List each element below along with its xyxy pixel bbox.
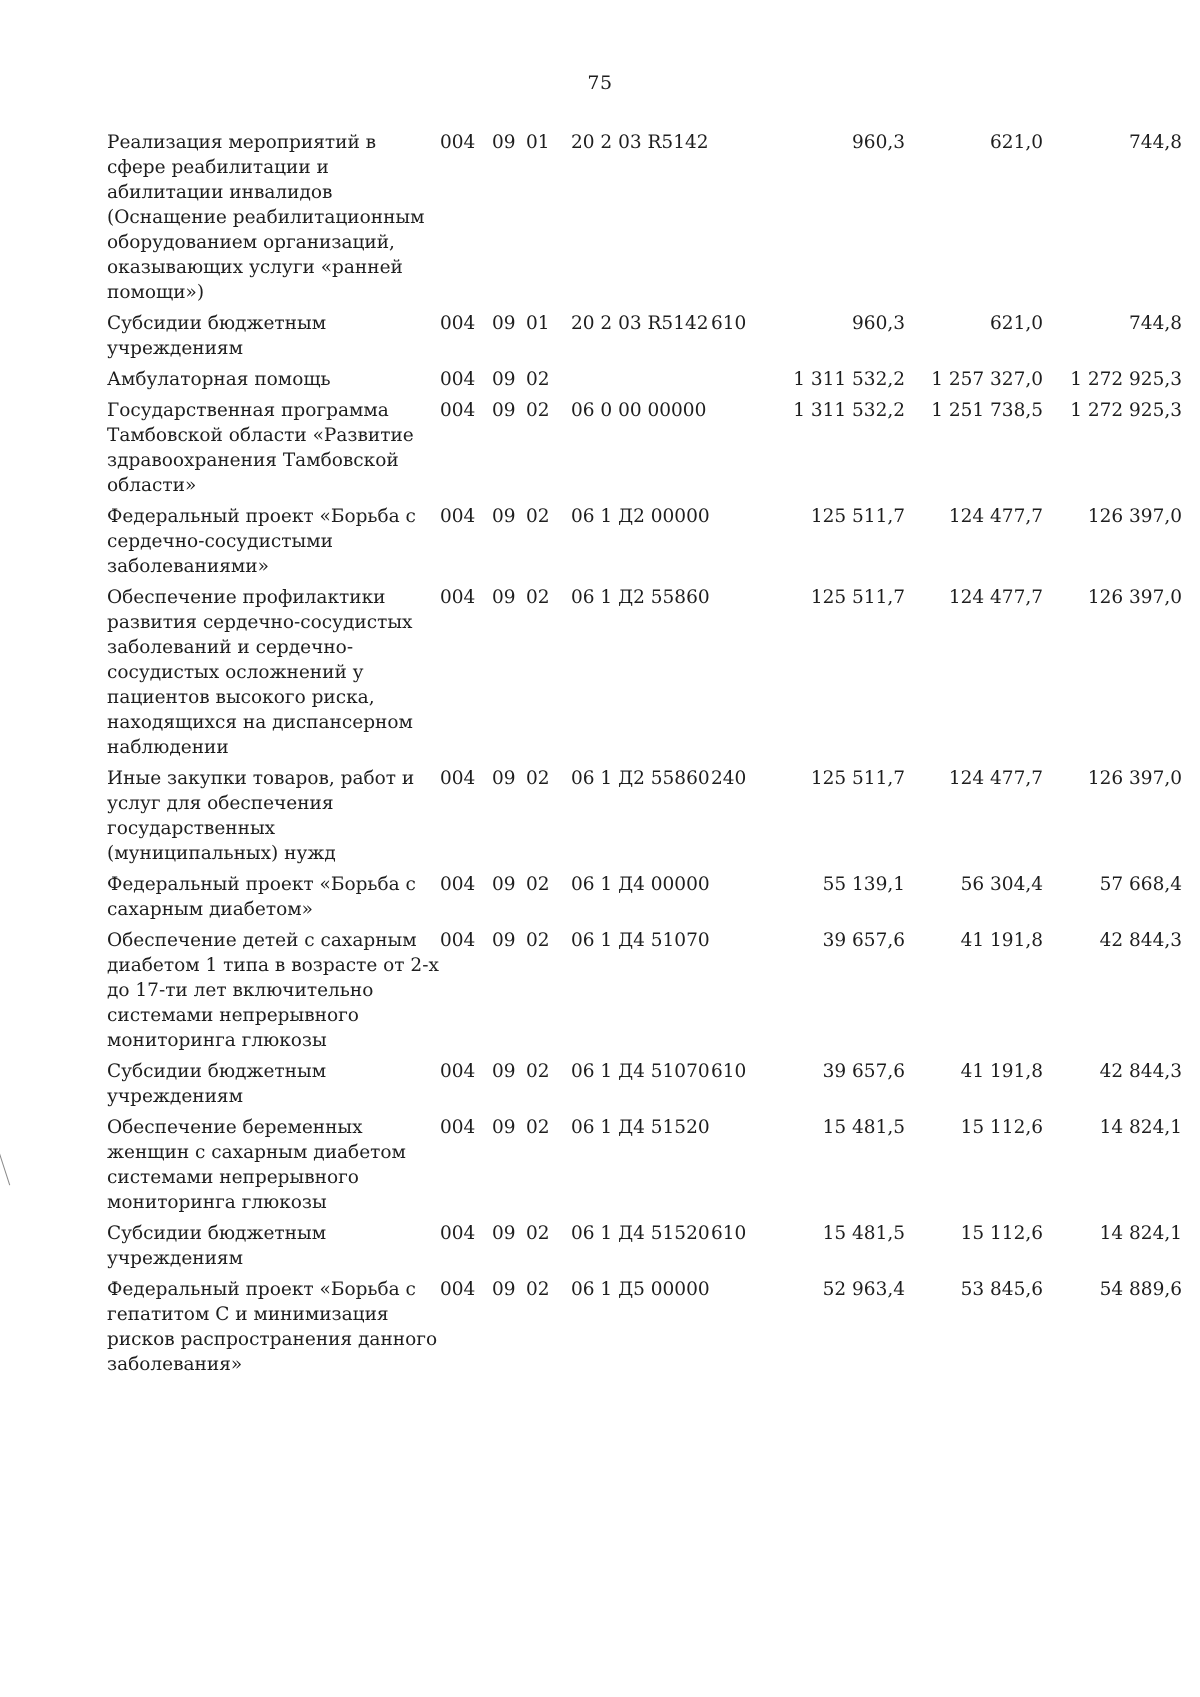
row-amount-year-2: 15 112,6 (960, 1117, 1043, 1138)
row-amount-year-2: 621,0 (990, 132, 1043, 153)
row-ved-code: 004 (440, 369, 476, 390)
row-name: Иные закупки товаров, работ и услуг для обеспечения государственных (муниципальных) нужд (107, 768, 415, 864)
row-amount-year-3: 126 397,0 (1087, 506, 1182, 527)
row-expense-type-code (711, 872, 763, 928)
row-subsection-code: 02 (526, 768, 550, 789)
row-amount-year-3: 14 824,1 (1099, 1117, 1182, 1138)
row-section-code: 09 (492, 369, 516, 390)
row-amount-year-1: 1 311 532,2 (793, 400, 905, 421)
scan-artifact-mark (0, 1153, 10, 1186)
row-amount-year-1: 52 963,4 (822, 1279, 905, 1300)
row-target-article-code: 06 1 Д4 51070 (571, 930, 710, 951)
table-row (107, 367, 1182, 398)
row-target-article-code: 06 1 Д4 51520 (571, 1223, 710, 1244)
row-expense-type-code (711, 585, 763, 766)
row-name: Субсидии бюджетным учреждениям (107, 1223, 327, 1269)
row-amount-year-3: 1 272 925,3 (1070, 400, 1182, 421)
budget-table (107, 130, 1182, 1383)
row-section-code: 09 (492, 930, 516, 951)
row-name: Обеспечение профилактики развития сердечно-сосудистых заболеваний и сердечно-сосудистых осложнений у пациентов высокого риска, находящихся на диспансерном наблюдении (107, 587, 413, 758)
row-amount-year-1: 125 511,7 (810, 768, 905, 789)
row-name: Субсидии бюджетным учреждениям (107, 313, 327, 359)
row-target-article-code: 06 1 Д2 55860 (571, 587, 710, 608)
row-subsection-code: 02 (526, 930, 550, 951)
row-target-article-code: 06 1 Д2 55860 (571, 768, 710, 789)
row-target-article-code: 06 1 Д4 51070 (571, 1061, 710, 1082)
row-amount-year-2: 621,0 (990, 313, 1043, 334)
row-ved-code: 004 (440, 132, 476, 153)
row-amount-year-2: 56 304,4 (960, 874, 1043, 895)
row-section-code: 09 (492, 400, 516, 421)
row-amount-year-1: 15 481,5 (822, 1117, 905, 1138)
row-subsection-code: 02 (526, 369, 550, 390)
row-ved-code: 004 (440, 1279, 476, 1300)
row-expense-type-code: 610 (711, 1223, 747, 1244)
row-section-code: 09 (492, 874, 516, 895)
row-expense-type-code: 610 (711, 1061, 747, 1082)
row-section-code: 09 (492, 587, 516, 608)
row-ved-code: 004 (440, 1061, 476, 1082)
row-target-article-code: 06 1 Д5 00000 (571, 1279, 710, 1300)
row-subsection-code: 02 (526, 587, 550, 608)
row-amount-year-1: 39 657,6 (822, 930, 905, 951)
table-row (107, 504, 1182, 585)
row-section-code: 09 (492, 768, 516, 789)
row-amount-year-3: 42 844,3 (1099, 930, 1182, 951)
row-expense-type-code (711, 130, 763, 311)
row-amount-year-2: 41 191,8 (960, 1061, 1043, 1082)
row-name: Федеральный проект «Борьба с гепатитом С и минимизация рисков распространения данного заболевания» (107, 1279, 438, 1375)
row-ved-code: 004 (440, 313, 476, 334)
row-expense-type-code (711, 928, 763, 1059)
row-amount-year-1: 39 657,6 (822, 1061, 905, 1082)
row-ved-code: 004 (440, 1117, 476, 1138)
row-expense-type-code: 610 (711, 313, 747, 334)
table-row (107, 311, 1182, 367)
row-ved-code: 004 (440, 768, 476, 789)
table-row (107, 130, 1182, 311)
table-row (107, 398, 1182, 504)
row-amount-year-1: 15 481,5 (822, 1223, 905, 1244)
row-target-article-code: 06 1 Д2 00000 (571, 506, 710, 527)
row-subsection-code: 02 (526, 874, 550, 895)
row-amount-year-1: 125 511,7 (810, 587, 905, 608)
row-ved-code: 004 (440, 400, 476, 421)
row-name: Федеральный проект «Борьба с сахарным диабетом» (107, 874, 416, 920)
row-expense-type-code (711, 1115, 763, 1221)
row-amount-year-1: 960,3 (852, 132, 905, 153)
row-amount-year-1: 55 139,1 (822, 874, 905, 895)
row-name: Субсидии бюджетным учреждениям (107, 1061, 327, 1107)
row-section-code: 09 (492, 1117, 516, 1138)
row-expense-type-code (711, 367, 763, 398)
row-section-code: 09 (492, 1061, 516, 1082)
row-subsection-code: 02 (526, 1061, 550, 1082)
table-row (107, 1221, 1182, 1277)
row-amount-year-2: 41 191,8 (960, 930, 1043, 951)
table-row (107, 1115, 1182, 1221)
row-amount-year-3: 57 668,4 (1099, 874, 1182, 895)
row-name: Государственная программа Тамбовской области «Развитие здравоохранения Тамбовской области» (107, 400, 414, 496)
row-amount-year-2: 124 477,7 (948, 768, 1043, 789)
row-amount-year-3: 126 397,0 (1087, 768, 1182, 789)
row-ved-code: 004 (440, 1223, 476, 1244)
row-subsection-code: 02 (526, 506, 550, 527)
row-subsection-code: 01 (526, 132, 550, 153)
row-amount-year-2: 124 477,7 (948, 587, 1043, 608)
row-ved-code: 004 (440, 506, 476, 527)
row-section-code: 09 (492, 506, 516, 527)
row-target-article-code: 06 1 Д4 00000 (571, 874, 710, 895)
row-amount-year-3: 126 397,0 (1087, 587, 1182, 608)
row-amount-year-2: 124 477,7 (948, 506, 1043, 527)
row-amount-year-3: 14 824,1 (1099, 1223, 1182, 1244)
row-name: Реализация мероприятий в сфере реабилитации и абилитации инвалидов (Оснащение реабилитационным оборудованием организаций, оказывающих услуги «ранней помощи») (107, 132, 425, 303)
row-section-code: 09 (492, 132, 516, 153)
row-amount-year-3: 744,8 (1129, 132, 1182, 153)
budget-table-body (107, 130, 1182, 1383)
row-ved-code: 004 (440, 874, 476, 895)
row-expense-type-code: 240 (711, 768, 747, 789)
table-row (107, 928, 1182, 1059)
row-subsection-code: 02 (526, 1279, 550, 1300)
row-target-article-code (571, 367, 711, 398)
row-target-article-code: 20 2 03 R5142 (571, 132, 709, 153)
table-row (107, 1277, 1182, 1383)
row-name: Федеральный проект «Борьба с сердечно-сосудистыми заболеваниями» (107, 506, 416, 577)
row-name: Обеспечение беременных женщин с сахарным диабетом системами непрерывного мониторинга глюкозы (107, 1117, 406, 1213)
row-section-code: 09 (492, 1279, 516, 1300)
row-target-article-code: 06 0 00 00000 (571, 400, 707, 421)
row-expense-type-code (711, 504, 763, 585)
row-amount-year-3: 1 272 925,3 (1070, 369, 1182, 390)
row-ved-code: 004 (440, 930, 476, 951)
page-number: 75 (587, 72, 613, 94)
row-section-code: 09 (492, 1223, 516, 1244)
row-amount-year-1: 125 511,7 (810, 506, 905, 527)
row-subsection-code: 02 (526, 1223, 550, 1244)
row-amount-year-3: 54 889,6 (1099, 1279, 1182, 1300)
row-subsection-code: 02 (526, 400, 550, 421)
row-subsection-code: 01 (526, 313, 550, 334)
row-amount-year-1: 960,3 (852, 313, 905, 334)
table-row (107, 766, 1182, 872)
row-amount-year-2: 1 251 738,5 (931, 400, 1043, 421)
row-ved-code: 004 (440, 587, 476, 608)
row-target-article-code: 06 1 Д4 51520 (571, 1117, 710, 1138)
row-name: Обеспечение детей с сахарным диабетом 1 типа в возрасте от 2-х до 17-ти лет включительно системами непрерывного мониторинга глюкозы (107, 930, 439, 1051)
row-amount-year-3: 42 844,3 (1099, 1061, 1182, 1082)
row-expense-type-code (711, 398, 763, 504)
row-subsection-code: 02 (526, 1117, 550, 1138)
row-amount-year-2: 15 112,6 (960, 1223, 1043, 1244)
row-amount-year-2: 53 845,6 (960, 1279, 1043, 1300)
table-row (107, 872, 1182, 928)
row-target-article-code: 20 2 03 R5142 (571, 313, 709, 334)
table-row (107, 585, 1182, 766)
table-row (107, 1059, 1182, 1115)
row-name: Амбулаторная помощь (107, 369, 331, 390)
row-section-code: 09 (492, 313, 516, 334)
row-expense-type-code (711, 1277, 763, 1383)
row-amount-year-3: 744,8 (1129, 313, 1182, 334)
row-amount-year-1: 1 311 532,2 (793, 369, 905, 390)
row-amount-year-2: 1 257 327,0 (931, 369, 1043, 390)
